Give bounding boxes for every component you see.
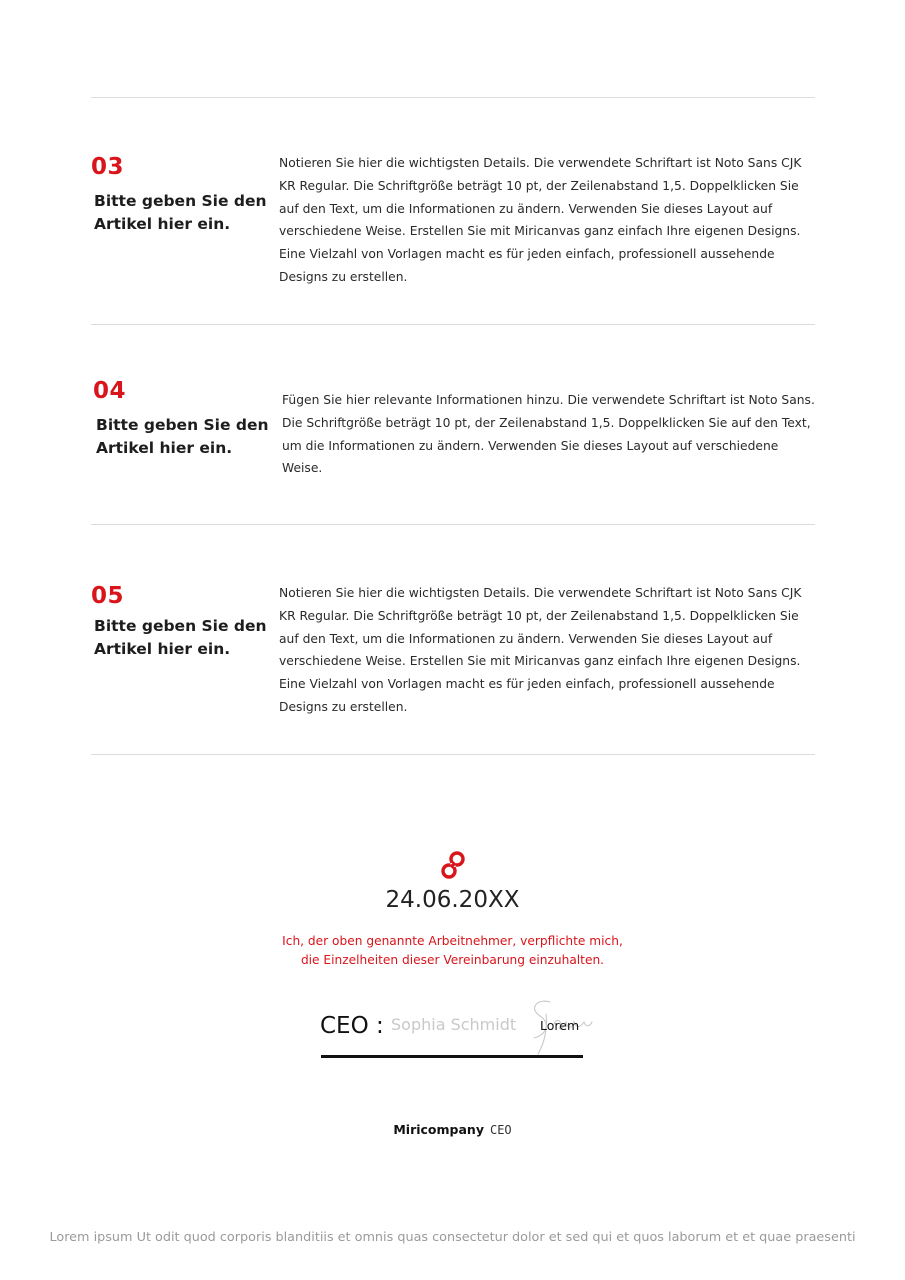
company-info — [0, 1121, 905, 1139]
section-title: Bitte geben Sie den Artikel hier ein. — [96, 416, 269, 457]
signature-line — [321, 1055, 583, 1058]
section-title: Bitte geben Sie den Artikel hier ein. — [94, 192, 267, 233]
company-role: CEO — [489, 1123, 512, 1137]
divider — [91, 754, 815, 755]
section-number: 03 — [91, 154, 125, 180]
pledge-line: Ich, der oben genannte Arbeitnehmer, verpflichte mich, — [282, 934, 623, 948]
section-title: Bitte geben Sie den Artikel hier ein. — [94, 617, 267, 658]
section-body: Fügen Sie hier relevante Informationen hinzu. Die verwendete Schriftart ist Noto Sans. Die Schriftgröße beträgt 10 pt, der Zeilenabstand 1,5. Doppelklicken Sie auf den Text, um die Informationen zu ändern. Verwenden Sie dieses Layout auf verschiedene Weise. — [282, 393, 815, 476]
divider — [91, 524, 815, 525]
pledge-line: die Einzelheiten dieser Vereinbarung einzuhalten. — [300, 953, 605, 967]
section-number: 04 — [93, 378, 127, 404]
section-body: Notieren Sie hier die wichtigsten Details. Die verwendete Schriftart ist Noto Sans CJK KR Regular. Die Schriftgröße beträgt 10 pt, der Zeilenabstand 1,5. Doppelklicken Sie auf den Text, um die Informationen zu ändern. Verwenden Sie dieses Layout auf verschiedene Weise. Erstellen Sie mit Miricanvas ganz einfach Ihre eigenen Designs. Eine Vielzahl von Vorlagen macht es für jeden einfach, professionell aussehende Designs zu erstellen. — [279, 586, 802, 714]
agreement-date: 24.06.20XX — [385, 887, 520, 913]
ceo-extra-text: Lorem — [540, 1018, 580, 1033]
pledge-text — [0, 932, 905, 970]
divider — [91, 324, 815, 325]
ceo-name: Sophia Schmidt — [391, 1015, 517, 1034]
company-name: Miricompany — [393, 1122, 484, 1137]
section-number: 05 — [91, 583, 125, 609]
footer-text: Lorem ipsum Ut odit quod corporis blanditiis et omnis quas consectetur dolor et sed qui et quos laborum et et quae praesenti — [49, 1230, 856, 1245]
ceo-label: CEO : — [320, 1013, 384, 1039]
infinity-link-logo-icon — [437, 850, 469, 880]
section-body: Notieren Sie hier die wichtigsten Details. Die verwendete Schriftart ist Noto Sans CJK KR Regular. Die Schriftgröße beträgt 10 pt, der Zeilenabstand 1,5. Doppelklicken Sie auf den Text, um die Informationen zu ändern. Verwenden Sie dieses Layout auf verschiedene Weise. Erstellen Sie mit Miricanvas ganz einfach Ihre eigenen Designs. Eine Vielzahl von Vorlagen macht es für jeden einfach, professionell aussehende Designs zu erstellen. — [279, 156, 802, 284]
divider — [91, 97, 815, 98]
